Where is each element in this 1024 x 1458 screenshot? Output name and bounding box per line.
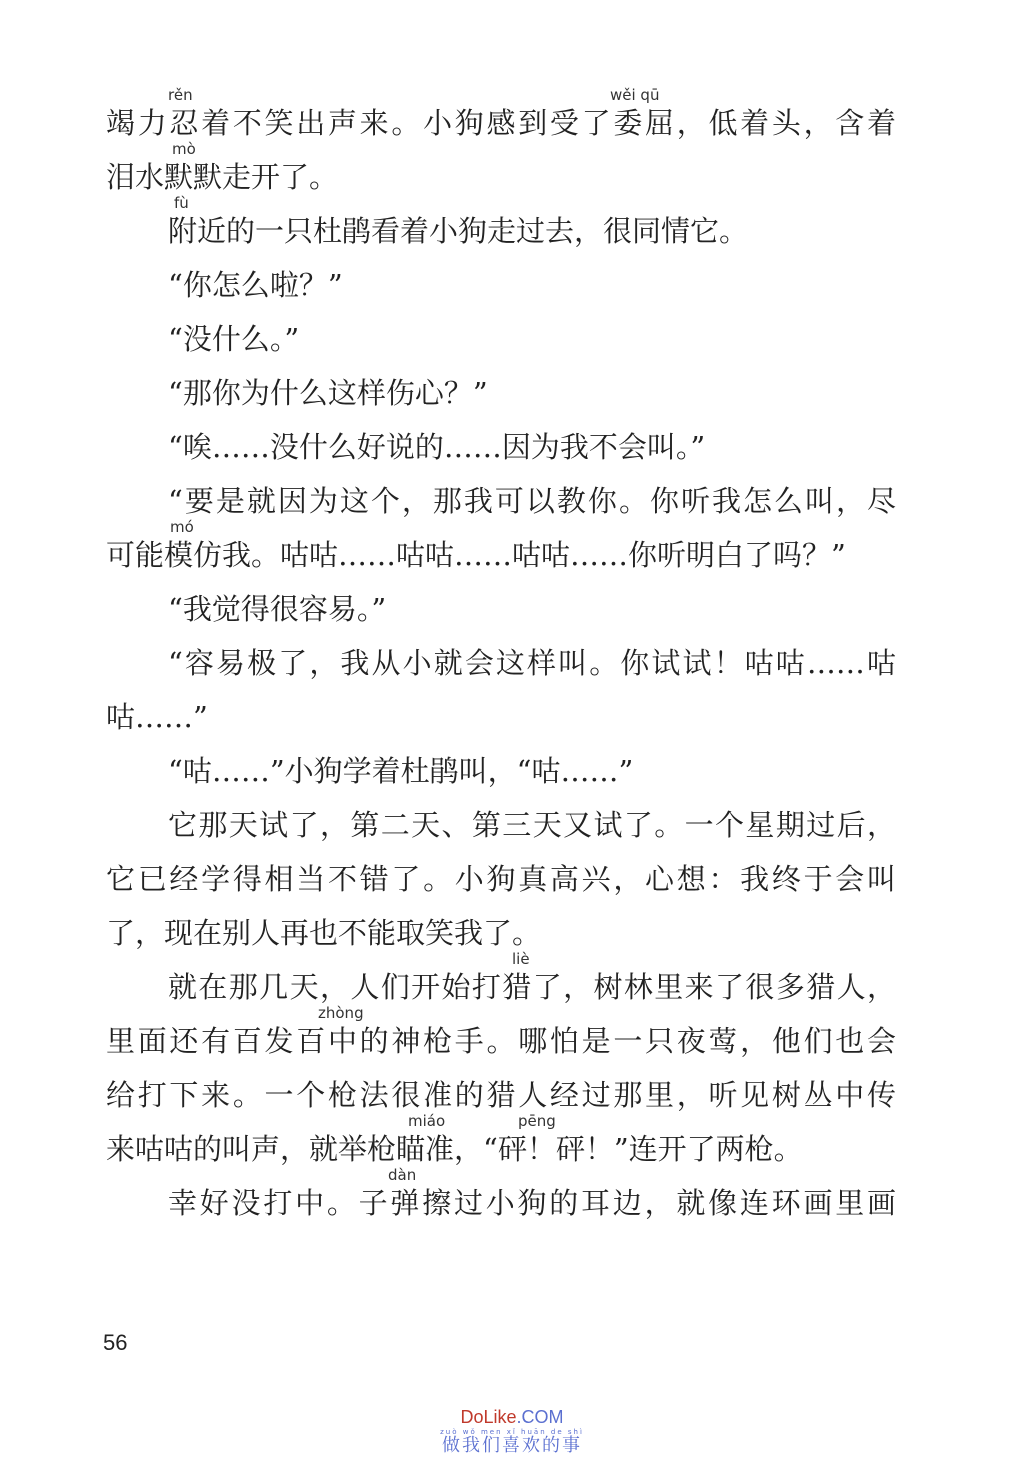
text-line: “没什么。” (168, 322, 300, 356)
pinyin-annotation: mò (172, 140, 196, 158)
text-line: 来咕咕的叫声，就举枪瞄准，“砰！砰！”连开了两枪。 miáo pēng (106, 1112, 803, 1166)
watermark-logo (412, 1406, 612, 1456)
text-line: “咕……”小狗学着杜鹃叫，“咕……” (168, 754, 634, 788)
pinyin-annotation: rěn (168, 86, 193, 104)
watermark-slogan: 做我们喜欢的事 (442, 1435, 582, 1456)
text-line: “你怎么啦？” (168, 268, 343, 302)
pinyin-annotation: zhòng (318, 1004, 364, 1022)
pinyin-annotation: dàn (388, 1166, 417, 1184)
text-line: 附近的一只杜鹃看着小狗走过去，很同情它。 fù (168, 194, 749, 248)
page-number: 56 (103, 1330, 128, 1355)
text-line: 里面还有百发百中的神枪手。哪怕是一只夜莺，他们也会 zhòng (106, 1004, 896, 1058)
text-line: 它已经学得相当不错了。小狗真高兴，心想：我终于会叫 (106, 862, 896, 896)
text-line: 咕……” (106, 700, 208, 734)
text-line: 竭力忍着不笑出声来。小狗感到受了委屈，低着头，含着 rěn wěi qū (106, 86, 896, 140)
text-line: 它那天试了，第二天、第三天又试了。一个星期过后， (168, 808, 896, 842)
text-line: 泪水默默走开了。 mò (106, 140, 339, 194)
text-line: 了，现在别人再也不能取笑我了。 (106, 916, 542, 950)
text-line: 幸好没打中。子弹擦过小狗的耳边，就像连环画里画 dàn (168, 1166, 896, 1220)
pinyin-annotation: miáo (408, 1112, 446, 1130)
pinyin-annotation: pēng (518, 1112, 556, 1130)
pinyin-annotation: fù (174, 194, 189, 212)
pinyin-annotation: wěi qū (610, 86, 660, 104)
pinyin-annotation: mó (170, 518, 194, 536)
text-line: “要是就因为这个，那我可以教你。你听我怎么叫，尽 (168, 484, 896, 518)
text-line: 就在那几天，人们开始打猎了，树林里来了很多猎人， liè (168, 950, 896, 1004)
watermark-brand: DoLike.COM (460, 1407, 564, 1427)
text-line: “那你为什么这样伤心？” (168, 376, 488, 410)
pinyin-annotation: liè (512, 950, 530, 968)
text-line: 给打下来。一个枪法很准的猎人经过那里，听见树丛中传 (106, 1078, 896, 1112)
text-line: “唉……没什么好说的……因为我不会叫。” (168, 430, 706, 464)
watermark-pinyin: zuò wǒ men xǐ huān de shì (440, 1428, 584, 1436)
text-line: “容易极了，我从小就会这样叫。你试试！咕咕……咕 (168, 646, 896, 680)
text-line: “我觉得很容易。” (168, 592, 387, 626)
text-line: 可能模仿我。咕咕……咕咕……咕咕……你听明白了吗？” mó (106, 518, 846, 572)
story-page (106, 86, 896, 1230)
